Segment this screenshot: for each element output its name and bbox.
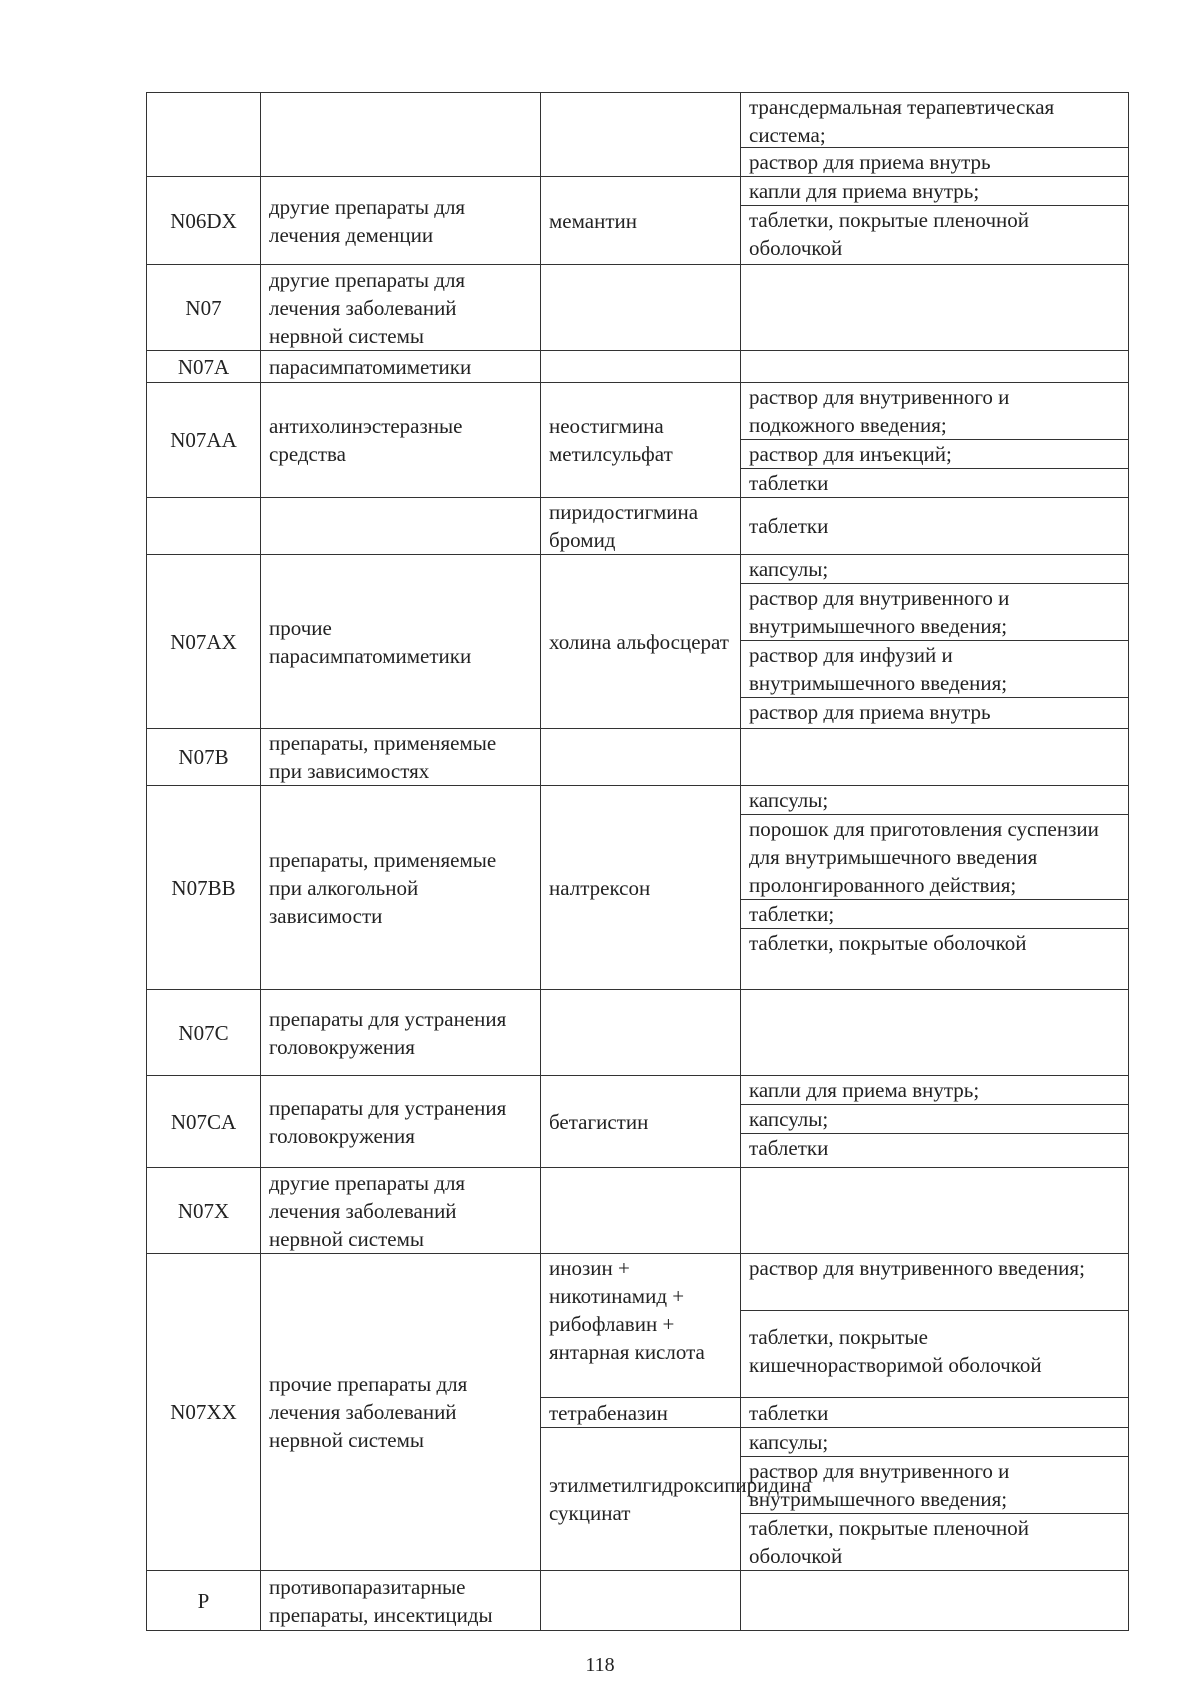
drug-cell: пиридостигмина бромид (541, 498, 741, 555)
drug-cell: неостигмина метилсульфат (541, 383, 741, 498)
dosage-form: капсулы; (749, 1430, 829, 1454)
forms-cell (741, 93, 1129, 177)
group-cell: препараты для устранения головокружения (261, 1076, 541, 1168)
drug-table (146, 92, 1129, 1631)
drug-cell: инозин + никотинамид + рибофлавин + янтарная кислота (541, 1254, 741, 1398)
page-number: 118 (585, 1654, 615, 1676)
atc-code-cell (147, 498, 261, 555)
dosage-form: капсулы; (749, 557, 829, 581)
atc-code-cell: N07BB (147, 786, 261, 990)
forms-cell (741, 729, 1129, 786)
dosage-form: раствор для внутривенного и внутримышечного введения; (741, 1456, 1128, 1513)
drug-cell (541, 351, 741, 383)
table-row (147, 786, 1129, 990)
table-row (147, 383, 1129, 498)
forms-cell (741, 351, 1129, 383)
table-row (147, 93, 1129, 177)
forms-cell (741, 1428, 1129, 1571)
atc-code-cell: N07AX (147, 555, 261, 729)
group-cell (261, 498, 541, 555)
dosage-form: таблетки; (741, 899, 1128, 928)
group-cell: другие препараты для лечения деменции (261, 177, 541, 265)
dosage-form: капсулы; (741, 1104, 1128, 1133)
group-cell: парасимпатомиметики (261, 351, 541, 383)
atc-code-cell: N06DX (147, 177, 261, 265)
drug-cell: тетрабеназин (541, 1398, 741, 1428)
forms-cell (741, 786, 1129, 990)
group-cell: препараты для устранения головокружения (261, 990, 541, 1076)
forms-cell (741, 1076, 1129, 1168)
forms-cell (741, 1168, 1129, 1254)
table-row (147, 990, 1129, 1076)
forms-cell (741, 990, 1129, 1076)
group-cell: другие препараты для лечения заболеваний нервной системы (261, 265, 541, 351)
group-cell: другие препараты для лечения заболеваний нервной системы (261, 1168, 541, 1254)
dosage-form: таблетки (741, 1133, 1128, 1162)
dosage-form: раствор для инфузий и внутримышечного введения; (741, 640, 1128, 697)
drug-cell: этилметилгидроксипиридина сукцинат (541, 1428, 741, 1571)
atc-code-cell: N07X (147, 1168, 261, 1254)
dosage-form: раствор для внутривенного введения; (749, 1256, 1085, 1280)
group-cell: прочие препараты для лечения заболеваний нервной системы (261, 1254, 541, 1571)
forms-cell (741, 177, 1129, 265)
group-cell: прочие парасимпатомиметики (261, 555, 541, 729)
table-row (147, 265, 1129, 351)
dosage-form: таблетки, покрытые кишечнорастворимой оболочкой (741, 1310, 1128, 1379)
forms-cell (741, 1254, 1129, 1398)
dosage-form: капли для приема внутрь; (749, 179, 980, 203)
drug-table-sheet (146, 92, 1128, 1631)
group-cell: антихолинэстеразные средства (261, 383, 541, 498)
dosage-form: раствор для инъекций; (741, 439, 1128, 468)
table-row (147, 729, 1129, 786)
dosage-form: капсулы; (749, 788, 829, 812)
drug-cell: мемантин (541, 177, 741, 265)
group-cell (261, 93, 541, 177)
forms-cell (741, 265, 1129, 351)
drug-cell (541, 93, 741, 177)
atc-code-cell: N07C (147, 990, 261, 1076)
group-cell: противопаразитарные препараты, инсектициды (261, 1571, 541, 1631)
table-row (147, 1571, 1129, 1631)
table-row (147, 555, 1129, 729)
forms-cell (741, 555, 1129, 729)
drug-cell: налтрексон (541, 786, 741, 990)
dosage-form: таблетки, покрытые пленочной оболочкой (741, 205, 1128, 262)
atc-code-cell: N07B (147, 729, 261, 786)
dosage-form: трансдермальная терапевтическая система; (749, 95, 1055, 147)
table-row (147, 498, 1129, 555)
atc-code-cell: N07XX (147, 1254, 261, 1571)
group-cell: препараты, применяемые при зависимостях (261, 729, 541, 786)
atc-code-cell: N07 (147, 265, 261, 351)
drug-cell: холина альфосцерат (541, 555, 741, 729)
drug-cell (541, 990, 741, 1076)
dosage-form: раствор для внутривенного и внутримышечного введения; (741, 583, 1128, 640)
table-row (147, 1168, 1129, 1254)
atc-code-cell: N07A (147, 351, 261, 383)
table-row (147, 177, 1129, 265)
table-row (147, 351, 1129, 383)
dosage-form: таблетки, покрытые оболочкой (741, 928, 1128, 957)
dosage-form: раствор для приема внутрь (741, 147, 1128, 176)
dosage-form: таблетки, покрытые пленочной оболочкой (741, 1513, 1128, 1570)
atc-code-cell: P (147, 1571, 261, 1631)
drug-cell (541, 265, 741, 351)
drug-cell (541, 729, 741, 786)
drug-cell (541, 1168, 741, 1254)
atc-code-cell: N07CA (147, 1076, 261, 1168)
dosage-form: раствор для внутривенного и подкожного введения; (749, 385, 1010, 437)
table-row (147, 1254, 1129, 1398)
atc-code-cell (147, 93, 261, 177)
forms-cell (741, 1571, 1129, 1631)
dosage-form: раствор для приема внутрь (741, 697, 1128, 726)
drug-cell: бетагистин (541, 1076, 741, 1168)
forms-cell (741, 383, 1129, 498)
dosage-form: капли для приема внутрь; (749, 1078, 980, 1102)
forms-cell: таблетки (741, 498, 1129, 555)
drug-cell (541, 1571, 741, 1631)
forms-cell: таблетки (741, 1398, 1129, 1428)
atc-code-cell: N07AA (147, 383, 261, 498)
dosage-form: таблетки (741, 468, 1128, 497)
dosage-form: порошок для приготовления суспензии для внутримышечного введения пролонгированного действия; (741, 814, 1128, 899)
table-row (147, 1076, 1129, 1168)
group-cell: препараты, применяемые при алкогольной зависимости (261, 786, 541, 990)
